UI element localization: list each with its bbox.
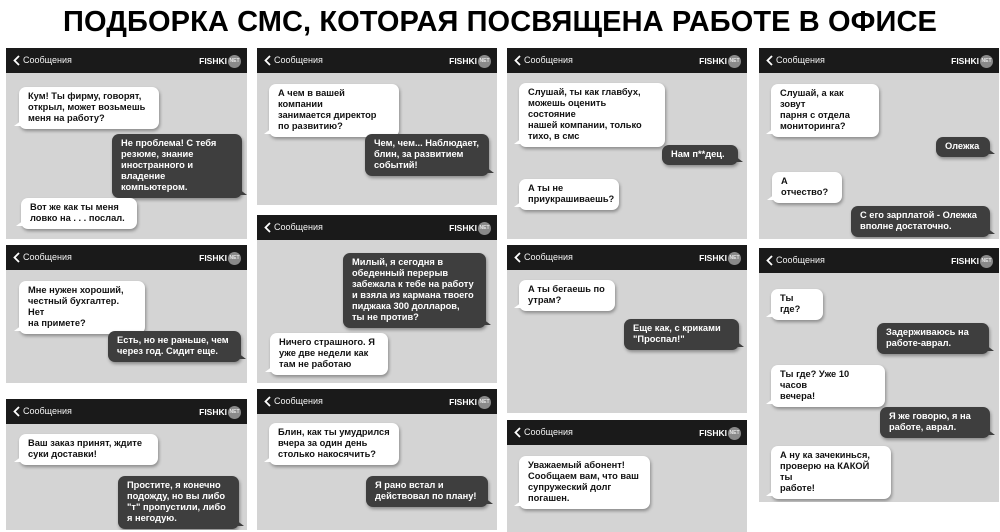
message-incoming: Ты где? Уже 10 часов вечера!	[771, 365, 885, 407]
message-outgoing: Простите, я конечно подожду, но вы либо "т" пропустили, либо я негодую.	[118, 476, 239, 529]
chat-panel	[507, 48, 747, 239]
brand-text: FISHKI	[449, 223, 477, 233]
back-label[interactable]: Сообщения	[776, 55, 825, 65]
chat-header	[6, 48, 247, 73]
brand-text: FISHKI	[699, 428, 727, 438]
message-incoming: Слушай, а как зовут парня с отдела мониторинга?	[771, 84, 879, 137]
message-outgoing: Еще как, с криками "Проспал!"	[624, 319, 739, 350]
chat-panel	[507, 420, 747, 532]
brand-text: FISHKI	[449, 397, 477, 407]
message-incoming: Кум! Ты фирму, говорят, открыл, может возьмешь меня на работу?	[19, 87, 159, 129]
message-incoming: Слушай, ты как главбух, можешь оценить состояние нашей компании, только тихо, в смс	[519, 83, 665, 147]
message-incoming: Ты где?	[771, 289, 823, 320]
message-outgoing: Олежка	[936, 137, 990, 157]
brand-badge: NET	[228, 252, 241, 265]
brand-logo	[199, 405, 241, 419]
brand-logo	[951, 54, 993, 68]
chat-panel	[759, 248, 999, 502]
chat-header	[759, 248, 999, 273]
brand-badge: NET	[228, 406, 241, 419]
message-outgoing: Я же говорю, я на работе, аврал.	[880, 407, 990, 438]
chevron-left-icon[interactable]	[514, 55, 521, 66]
chevron-left-icon[interactable]	[13, 406, 20, 417]
brand-badge: NET	[228, 55, 241, 68]
brand-logo	[699, 54, 741, 68]
message-incoming: А чем в вашей компании занимается директор по развитию?	[269, 84, 399, 137]
message-incoming: Уважаемый абонент! Сообщаем вам, что ваш супружеский долг погашен.	[519, 456, 650, 509]
brand-logo	[699, 251, 741, 265]
message-outgoing: С его зарплатой - Олежка вполне достаточно.	[851, 206, 990, 237]
brand-text: FISHKI	[951, 256, 979, 266]
message-incoming: Блин, как ты умудрился вчера за один день столько накосячить?	[269, 423, 399, 465]
chat-header	[257, 48, 497, 73]
brand-logo	[199, 251, 241, 265]
brand-badge: NET	[728, 427, 741, 440]
message-incoming: Ничего страшного. Я уже две недели как там не работаю	[270, 333, 388, 375]
chat-panel	[6, 399, 247, 530]
brand-text: FISHKI	[951, 56, 979, 66]
chevron-left-icon[interactable]	[264, 55, 271, 66]
chat-panel	[759, 48, 999, 239]
brand-badge: NET	[478, 396, 491, 409]
chevron-left-icon[interactable]	[766, 255, 773, 266]
brand-badge: NET	[980, 55, 993, 68]
chevron-left-icon[interactable]	[766, 55, 773, 66]
chat-panel	[6, 48, 247, 239]
brand-text: FISHKI	[699, 56, 727, 66]
chat-header	[759, 48, 999, 73]
brand-logo	[449, 221, 491, 235]
message-outgoing: Чем, чем... Наблюдает, блин, за развитием событий!	[365, 134, 489, 176]
brand-logo	[199, 54, 241, 68]
message-incoming: А отчество?	[772, 172, 842, 203]
chat-header	[507, 420, 747, 445]
chevron-left-icon[interactable]	[514, 252, 521, 263]
back-label[interactable]: Сообщения	[274, 396, 323, 406]
chat-panel	[257, 389, 497, 530]
chat-panel	[6, 245, 247, 383]
chevron-left-icon[interactable]	[264, 396, 271, 407]
chat-header	[257, 215, 497, 240]
message-outgoing: Не проблема! С тебя резюме, знание иностранного и владение компьютером.	[112, 134, 242, 198]
back-label[interactable]: Сообщения	[23, 252, 72, 262]
message-incoming: А ты бегаешь по утрам?	[519, 280, 615, 311]
chevron-left-icon[interactable]	[264, 222, 271, 233]
message-outgoing: Есть, но не раньше, чем через год. Сидит еще.	[108, 331, 241, 362]
brand-text: FISHKI	[199, 253, 227, 263]
brand-text: FISHKI	[699, 253, 727, 263]
back-label[interactable]: Сообщения	[274, 55, 323, 65]
message-incoming: А ну ка зачекинься, проверю на КАКОЙ ты работе!	[771, 446, 891, 499]
chat-header	[507, 48, 747, 73]
back-label[interactable]: Сообщения	[524, 427, 573, 437]
brand-badge: NET	[728, 55, 741, 68]
chat-panel	[257, 48, 497, 205]
brand-badge: NET	[728, 252, 741, 265]
message-outgoing: Нам п**дец.	[662, 145, 738, 165]
chevron-left-icon[interactable]	[13, 55, 20, 66]
chat-header	[6, 399, 247, 424]
chat-panel	[507, 245, 747, 413]
brand-text: FISHKI	[449, 56, 477, 66]
message-incoming: Вот же как ты меня ловко на . . . послал.	[21, 198, 137, 229]
chevron-left-icon[interactable]	[514, 427, 521, 438]
back-label[interactable]: Сообщения	[23, 406, 72, 416]
brand-badge: NET	[478, 55, 491, 68]
message-incoming: А ты не приукрашиваешь?	[519, 179, 619, 210]
back-label[interactable]: Сообщения	[274, 222, 323, 232]
back-label[interactable]: Сообщения	[23, 55, 72, 65]
brand-text: FISHKI	[199, 56, 227, 66]
chat-panel	[257, 215, 497, 383]
chat-header	[6, 245, 247, 270]
brand-badge: NET	[478, 222, 491, 235]
brand-logo	[449, 54, 491, 68]
brand-text: FISHKI	[199, 407, 227, 417]
page-title: ПОДБОРКА СМС, КОТОРАЯ ПОСВЯЩЕНА РАБОТЕ В ОФИСЕ	[63, 6, 937, 38]
back-label[interactable]: Сообщения	[524, 252, 573, 262]
brand-logo	[951, 254, 993, 268]
message-incoming: Мне нужен хороший, честный бухгалтер. Нет на примете?	[19, 281, 145, 334]
message-outgoing: Милый, я сегодня в обеденный перерыв забежала к тебе на работу и взяла из кармана твоего пиджака 300 долларов, ты не против?	[343, 253, 486, 328]
back-label[interactable]: Сообщения	[776, 255, 825, 265]
message-outgoing: Я рано встал и действовал по плану!	[366, 476, 488, 507]
brand-logo	[449, 395, 491, 409]
chat-header	[257, 389, 497, 414]
chevron-left-icon[interactable]	[13, 252, 20, 263]
chat-header	[507, 245, 747, 270]
brand-badge: NET	[980, 255, 993, 268]
message-incoming: Ваш заказ принят, ждите суки доставки!	[19, 434, 158, 465]
message-outgoing: Задерживаюсь на работе-аврал.	[877, 323, 989, 354]
brand-logo	[699, 426, 741, 440]
back-label[interactable]: Сообщения	[524, 55, 573, 65]
